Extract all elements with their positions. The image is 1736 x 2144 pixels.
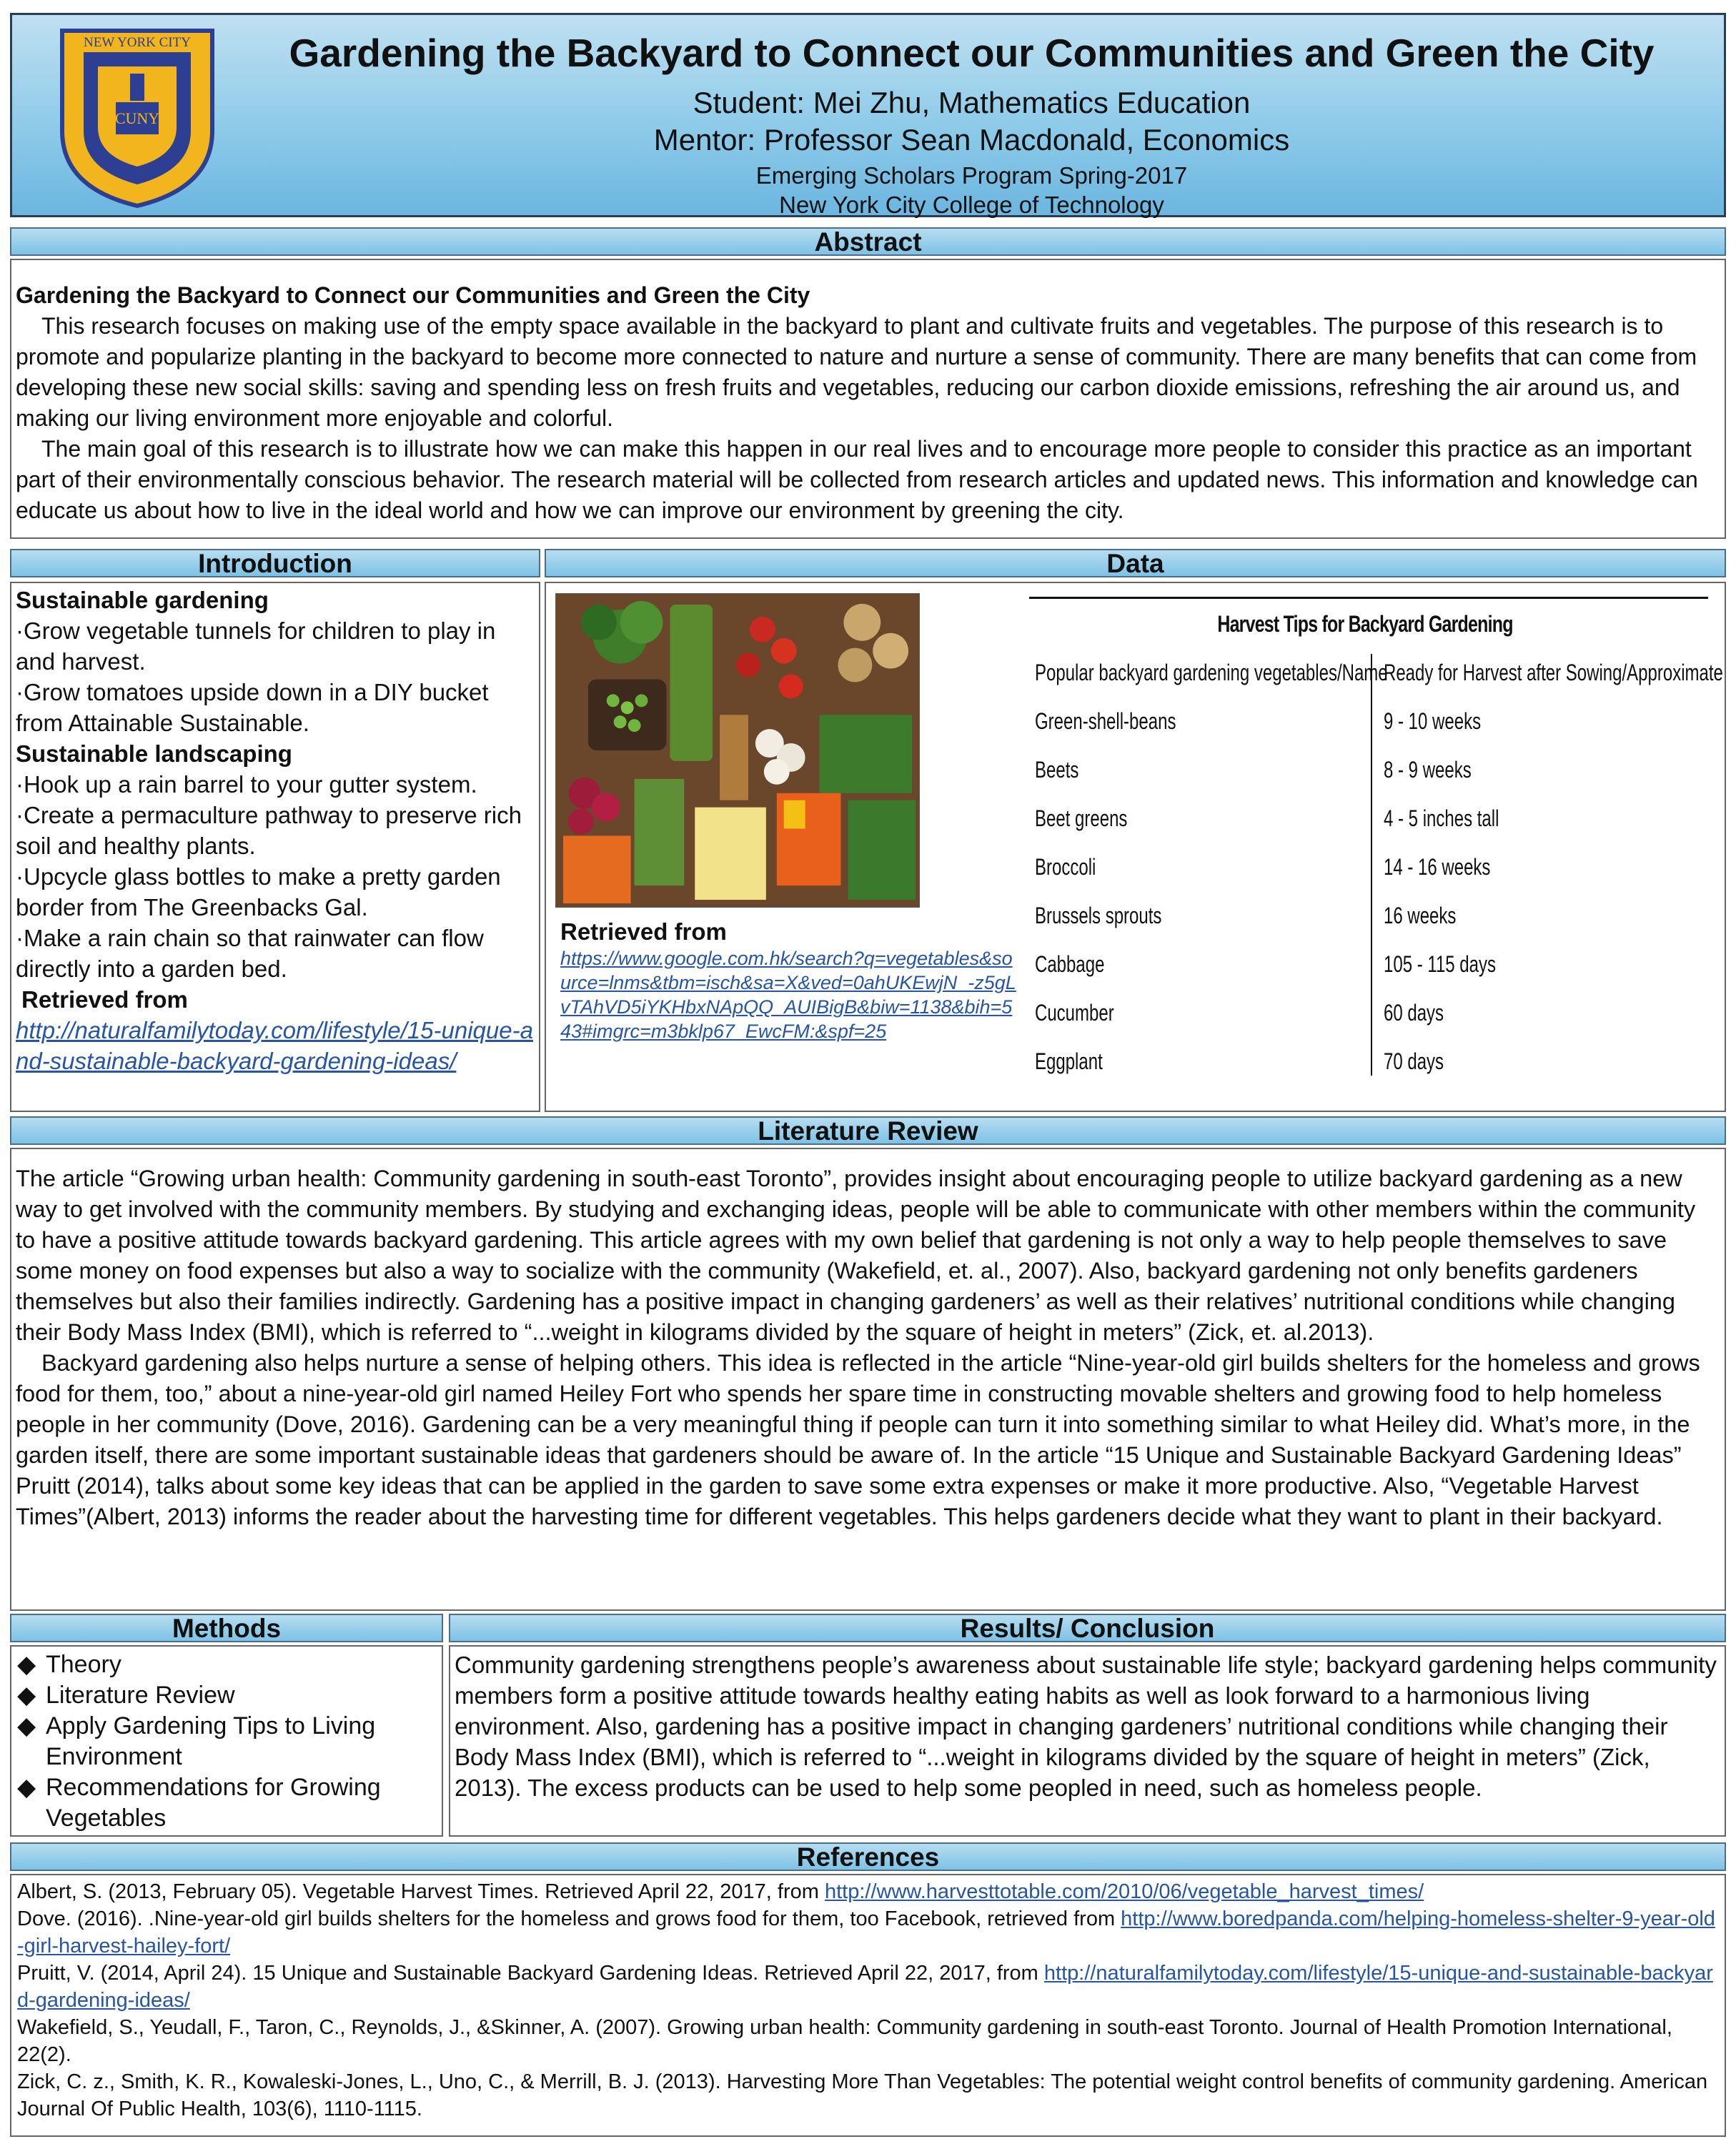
table-cell-name: Cucumber <box>1035 1000 1114 1026</box>
table-cell-time: 16 weeks <box>1384 903 1457 928</box>
method-item <box>17 1680 436 1711</box>
intro-bullet: ·Grow vegetable tunnels for children to play in and harvest. <box>16 617 496 675</box>
poster-header <box>10 13 1726 217</box>
data-retrieved-label: Retrieved from <box>560 918 727 945</box>
method-item <box>17 1711 436 1772</box>
data-image-source <box>560 918 1018 1043</box>
reference-link[interactable]: http://www.harvesttotable.com/2010/06/vegetable_harvest_times/ <box>824 1880 1424 1903</box>
table-cell-name: Brussels sprouts <box>1035 903 1162 928</box>
college-line: New York City College of Technology <box>779 192 1164 218</box>
table-cell-name: Cabbage <box>1035 951 1105 977</box>
intro-heading-landscaping: Sustainable landscaping <box>16 740 292 767</box>
intro-bullet: ·Upcycle glass bottles to make a pretty garden border from The Greenbacks Gal. <box>16 863 501 920</box>
data-image-link[interactable]: https://www.google.com.hk/search?q=vegetables&source=lnms&tbm=isch&sa=X&ved=0ahUKEwjN_-z5gLvTAhVD5iYKHbxNApQQ_AUIBigB&biw=1138&bih=543#imgrc=m3bklp67_EwcFM:&spf=25 <box>560 948 1016 1042</box>
poster-title: Gardening the Backyard to Connect our Communities and Green the City <box>289 31 1655 75</box>
results-heading: Results/ Conclusion <box>449 1614 1726 1642</box>
table-row <box>1035 940 1707 988</box>
intro-bullet: ·Grow tomatoes upside down in a DIY bucket from Attainable Sustainable. <box>16 679 489 736</box>
abstract-title: Gardening the Backyard to Connect our Communities and Green the City <box>16 282 810 308</box>
table-cell-time: 70 days <box>1384 1048 1444 1074</box>
diamond-bullet-icon: ◆ <box>17 1774 36 1801</box>
reference-item <box>17 1878 1719 1905</box>
intro-bullet: ·Create a permaculture pathway to preserve rich soil and healthy plants. <box>16 802 522 859</box>
references-section <box>10 1874 1726 2137</box>
table-cell-time: 105 - 115 days <box>1384 951 1496 977</box>
table-row <box>1035 745 1707 794</box>
results-text: Community gardening strengthens people’s awareness about sustainable life style; backyard gardening helps community members form a positive attitude towards healthy eating habits as well as look forward to a harmonious living environment. Also, gardening has a positive impact in changing gardeners’ nutritional conditions while changing their Body Mass Index (BMI), which is referred to “...weight in kilograms divided by the square of height in meters” (Zick, 2013). The excess products can be used to help some peopled in need, such as homeless people. <box>455 1652 1717 1801</box>
intro-source-link[interactable]: http://naturalfamilytoday.com/lifestyle/15-unique-and-sustainable-backyard-gardening-ideas/ <box>16 1017 533 1074</box>
method-item <box>17 1772 436 1834</box>
reference-item <box>17 1960 1719 2014</box>
table-header-time: Ready for Harvest after Sowing/Approximate <box>1384 660 1723 685</box>
table-row <box>1035 891 1707 940</box>
reference-item: Wakefield, S., Yeudall, F., Taron, C., Reynolds, J., &Skinner, A. (2007). Growing urban health: Community gardening in south-east Toronto. Journal of Health Promotion International, 22(2). <box>17 2016 1672 2066</box>
introduction-section <box>10 582 540 1112</box>
table-cell-name: Green-shell-beans <box>1035 708 1176 734</box>
table-cell-name: Broccoli <box>1035 854 1096 880</box>
references-heading: References <box>10 1842 1726 1871</box>
svg-text:NEW YORK CITY: NEW YORK CITY <box>84 35 191 50</box>
table-cell-name: Beets <box>1035 757 1079 783</box>
abstract-paragraph-1: This research focuses on making use of the empty space available in the backyard to plant and cultivate fruits and vegetables. The purpose of this research is to promote and popularize planting in the backyard to become more connected to nature and nurture a sense of community. There are many benefits that can come from developing these new social skills: saving and spending less on fresh fruits and vegetables, reducing our carbon dioxide emissions, refreshing the air around us, and making our living environment more enjoyable and colorful. <box>16 313 1697 431</box>
table-cell-time: 60 days <box>1384 1000 1444 1026</box>
results-section <box>449 1645 1726 1837</box>
mentor-line: Mentor: Professor Sean Macdonald, Economics <box>653 123 1290 157</box>
table-cell-time: 4 - 5 inches tall <box>1384 805 1499 831</box>
student-line: Student: Mei Zhu, Mathematics Education <box>693 86 1251 119</box>
methods-section <box>10 1645 443 1837</box>
intro-bullet: ·Make a rain chain so that rainwater can flow directly into a garden bed. <box>16 925 484 982</box>
table-cell-name: Eggplant <box>1035 1048 1103 1074</box>
intro-heading-gardening: Sustainable gardening <box>16 587 269 613</box>
table-row <box>1035 988 1707 1037</box>
method-label: Recommendations for Growing Vegetables <box>46 1774 381 1832</box>
diamond-bullet-icon: ◆ <box>17 1712 36 1739</box>
table-row <box>1035 1037 1707 1086</box>
diamond-bullet-icon: ◆ <box>17 1651 36 1678</box>
reference-text: Dove. (2016). .Nine-year-old girl builds shelters for the homeless and grows food for them, too Facebook, retrieved from <box>17 1907 1121 1930</box>
method-label: Theory <box>46 1651 121 1678</box>
reference-item: Zick, C. z., Smith, K. R., Kowaleski-Jones, L., Uno, C., & Merrill, B. J. (2013). Harvesting More Than Vegetables: The potential weight control benefits of community gardening. American Journal Of Public Health, 103(6), 1110-1115. <box>17 2070 1708 2120</box>
introduction-heading: Introduction <box>10 549 540 577</box>
literature-section <box>10 1148 1726 1611</box>
svg-text:CUNY: CUNY <box>114 109 160 127</box>
literature-paragraph-1: The article “Growing urban health: Community gardening in south-east Toronto”, provides insight about encouraging people to utilize backyard gardening as a new way to get involved with the community members. By studying and exchanging ideas, people will be able to communicate with other members within the community to have a positive attitude towards backyard gardening. This article agrees with my own belief that gardening is not only a way to help people themselves to save some money on food expenses but also a way to socialize with the community (Wakefield, et. al., 2007). Also, backyard gardening not only benefits gardeners themselves but also their families indirectly. Gardening has a positive impact in changing gardeners’ as well as their relatives’ nutritional conditions while changing their Body Mass Index (BMI), which is referred to “...weight in kilograms divided by the square of height in meters” (Zick, et. al.2013). <box>16 1166 1696 1345</box>
table-header-name: Popular backyard gardening vegetables/Name <box>1035 660 1388 685</box>
harvest-tips-table <box>1022 597 1723 1083</box>
program-line: Emerging Scholars Program Spring-2017 <box>755 162 1188 189</box>
reference-link[interactable]: http://www.boredpanda.com/helping-homeless-shelter-9-year-old-girl-harvest-hailey-fort/ <box>17 1907 1715 1957</box>
table-header-row <box>1035 648 1723 697</box>
table-cell-time: 14 - 16 weeks <box>1384 854 1491 880</box>
reference-text: Albert, S. (2013, February 05). Vegetable Harvest Times. Retrieved April 22, 2017, from <box>17 1880 825 1903</box>
table-top-rule <box>1029 597 1708 599</box>
college-seal-logo <box>55 24 219 209</box>
abstract-section <box>10 259 1726 539</box>
abstract-heading: Abstract <box>10 227 1726 256</box>
table-row <box>1035 697 1707 745</box>
table-cell-time: 9 - 10 weeks <box>1384 708 1482 734</box>
abstract-paragraph-2: The main goal of this research is to illustrate how we can make this happen in our real lives and to encourage more people to consider this practice as an important part of their environmentally conscious behavior. The research material will be collected from research articles and updated news. This information and knowledge can educate us about how to live in the ideal world and how we can improve our environment by greening the city. <box>16 436 1698 523</box>
table-cell-name: Beet greens <box>1035 805 1128 831</box>
reference-link[interactable]: http://naturalfamilytoday.com/lifestyle/15-unique-and-sustainable-backyard-gardening-ideas/ <box>17 1962 1713 2012</box>
method-label: Literature Review <box>46 1682 235 1709</box>
method-label: Apply Gardening Tips to Living Environment <box>46 1712 376 1770</box>
table-row <box>1035 843 1707 891</box>
data-heading: Data <box>545 549 1726 577</box>
table-title: Harvest Tips for Backyard Gardening <box>1217 611 1513 637</box>
table-cell-time: 8 - 9 weeks <box>1384 757 1472 783</box>
literature-paragraph-2: Backyard gardening also helps nurture a sense of helping others. This idea is reflected in the article “Nine-year-old girl builds shelters for the homeless and grows food for them, too,” about a nine-year-old girl named Heiley Fort who spends her spare time in constructing movable shelters and growing food to help homeless people in her community (Dove, 2016). Gardening can be a very meaningful thing if people can turn it into something similar to what Heiley did. What’s more, in the garden itself, there are some important sustainable ideas that gardeners should be aware of. In the article “15 Unique and Sustainable Backyard Gardening Ideas” Pruitt (2014), talks about some key ideas that can be applied in the garden to save some extra expenses or make it more productive. Also, “Vegetable Harvest Times”(Albert, 2013) informs the reader about the harvesting time for different vegetables. This helps gardeners decide what they want to plant in their backyard. <box>16 1350 1700 1529</box>
reference-item <box>17 1905 1719 1960</box>
method-item <box>17 1649 436 1680</box>
vegetables-photo <box>555 593 920 908</box>
intro-retrieved-label: Retrieved from <box>21 986 188 1013</box>
diamond-bullet-icon: ◆ <box>17 1682 36 1709</box>
intro-bullet: ·Hook up a rain barrel to your gutter system. <box>16 771 477 798</box>
table-row <box>1035 794 1707 843</box>
reference-text: Pruitt, V. (2014, April 24). 15 Unique and Sustainable Backyard Gardening Ideas. Retrieved April 22, 2017, from <box>17 1962 1044 1985</box>
methods-heading: Methods <box>10 1614 443 1642</box>
literature-heading: Literature Review <box>10 1116 1726 1145</box>
